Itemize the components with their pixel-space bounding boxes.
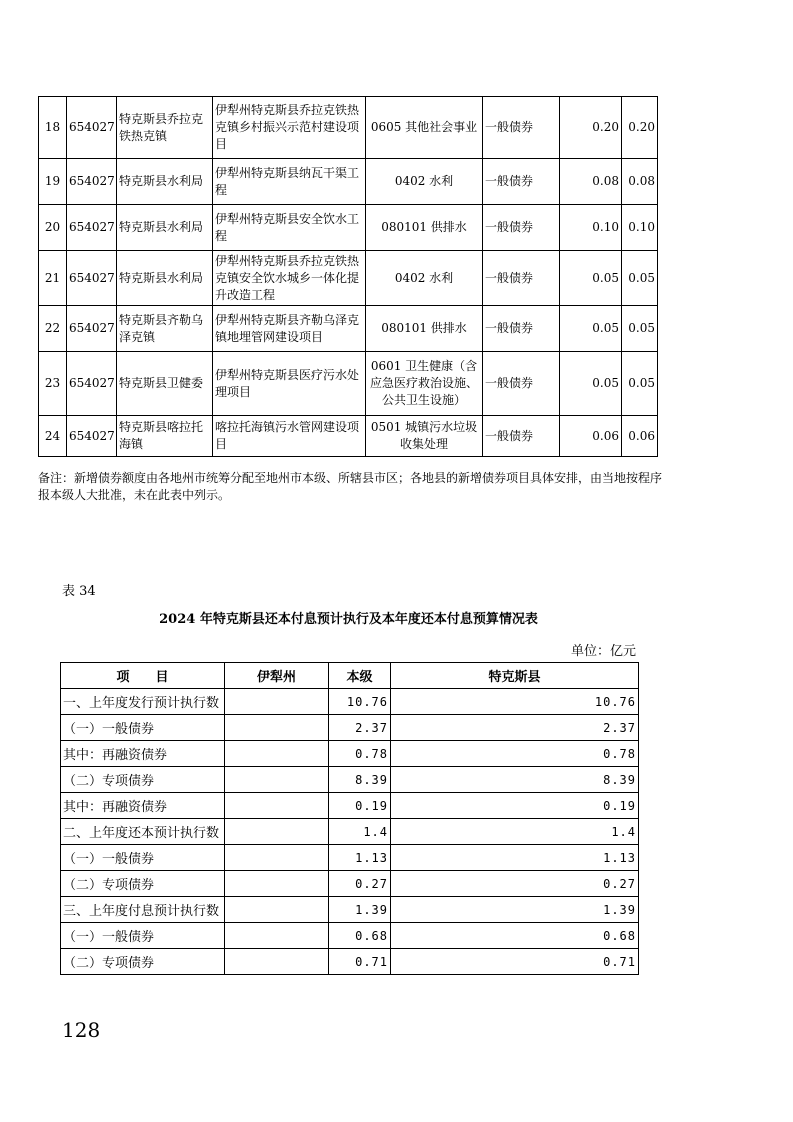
project-name: 伊犁州特克斯县乔拉克铁热克镇安全饮水城乡一体化提升改造工程 — [213, 251, 366, 306]
project-row — [39, 416, 658, 457]
debt-row — [61, 689, 639, 715]
region-code: 654027 — [67, 352, 117, 416]
cell-yili — [225, 871, 329, 897]
table-title: 2024 年特克斯县还本付息预计执行及本年度还本付息预算情况表 — [159, 612, 538, 627]
cell-benji: 0.78 — [329, 741, 391, 767]
cell-yili — [225, 949, 329, 975]
amount-cell: 0.06 — [560, 416, 622, 457]
project-row — [39, 159, 658, 205]
amount-cell: 0.06 — [622, 416, 658, 457]
cell-tekesi: 8.39 — [391, 767, 639, 793]
bond-type: 一般债券 — [483, 159, 560, 205]
header-benji: 本级 — [329, 663, 391, 689]
cell-benji: 0.27 — [329, 871, 391, 897]
cell-yili — [225, 689, 329, 715]
row-item: （一）一般债券 — [61, 715, 225, 741]
cell-tekesi: 0.27 — [391, 871, 639, 897]
page-number: 128 — [62, 1018, 101, 1042]
amount-cell: 0.20 — [560, 97, 622, 159]
project-name: 喀拉托海镇污水管网建设项目 — [213, 416, 366, 457]
bond-type: 一般债券 — [483, 306, 560, 352]
amount-cell: 0.05 — [622, 352, 658, 416]
bond-type: 一般债券 — [483, 352, 560, 416]
project-name: 伊犁州特克斯县齐勒乌泽克镇地埋管网建设项目 — [213, 306, 366, 352]
amount-cell: 0.05 — [622, 306, 658, 352]
project-category: 0605 其他社会事业 — [366, 97, 483, 159]
row-number: 24 — [39, 416, 67, 457]
row-number: 23 — [39, 352, 67, 416]
cell-yili — [225, 923, 329, 949]
row-item: 其中：再融资债券 — [61, 741, 225, 767]
project-row — [39, 205, 658, 251]
row-item: （一）一般债券 — [61, 845, 225, 871]
cell-yili — [225, 715, 329, 741]
unit-name: 特克斯县乔拉克铁热克镇 — [117, 97, 213, 159]
unit-name: 特克斯县水利局 — [117, 205, 213, 251]
project-category: 0601 卫生健康（含应急医疗救治设施、公共卫生设施） — [366, 352, 483, 416]
unit-name: 特克斯县齐勒乌泽克镇 — [117, 306, 213, 352]
cell-benji: 10.76 — [329, 689, 391, 715]
debt-row — [61, 741, 639, 767]
cell-benji: 8.39 — [329, 767, 391, 793]
debt-row — [61, 793, 639, 819]
amount-cell: 0.20 — [622, 97, 658, 159]
region-code: 654027 — [67, 159, 117, 205]
cell-benji: 1.39 — [329, 897, 391, 923]
unit-name: 特克斯县水利局 — [117, 159, 213, 205]
debt-row — [61, 767, 639, 793]
row-item: （二）专项债券 — [61, 871, 225, 897]
cell-tekesi: 1.4 — [391, 819, 639, 845]
amount-cell: 0.05 — [622, 251, 658, 306]
cell-yili — [225, 741, 329, 767]
row-number: 22 — [39, 306, 67, 352]
amount-cell: 0.08 — [622, 159, 658, 205]
debt-row — [61, 845, 639, 871]
header-tekesi: 特克斯县 — [391, 663, 639, 689]
project-category: 0501 城镇污水垃圾收集处理 — [366, 416, 483, 457]
row-item: 一、上年度发行预计执行数 — [61, 689, 225, 715]
project-row — [39, 352, 658, 416]
amount-cell: 0.05 — [560, 352, 622, 416]
amount-cell: 0.05 — [560, 251, 622, 306]
cell-tekesi: 2.37 — [391, 715, 639, 741]
cell-benji: 0.71 — [329, 949, 391, 975]
cell-benji: 2.37 — [329, 715, 391, 741]
row-item: 三、上年度付息预计执行数 — [61, 897, 225, 923]
debt-row — [61, 897, 639, 923]
bond-type: 一般债券 — [483, 205, 560, 251]
header-yili: 伊犁州 — [225, 663, 329, 689]
project-table — [38, 96, 658, 457]
project-category: 080101 供排水 — [366, 306, 483, 352]
unit-label: 单位：亿元 — [570, 644, 636, 659]
debt-row — [61, 715, 639, 741]
row-number: 18 — [39, 97, 67, 159]
cell-tekesi: 0.19 — [391, 793, 639, 819]
project-name: 伊犁州特克斯县安全饮水工程 — [213, 205, 366, 251]
project-row — [39, 251, 658, 306]
project-category: 080101 供排水 — [366, 205, 483, 251]
cell-yili — [225, 793, 329, 819]
row-number: 21 — [39, 251, 67, 306]
debt-row — [61, 871, 639, 897]
region-code: 654027 — [67, 97, 117, 159]
cell-tekesi: 1.39 — [391, 897, 639, 923]
bond-type: 一般债券 — [483, 97, 560, 159]
cell-benji: 1.13 — [329, 845, 391, 871]
cell-tekesi: 10.76 — [391, 689, 639, 715]
amount-cell: 0.10 — [560, 205, 622, 251]
row-item: 其中：再融资债券 — [61, 793, 225, 819]
project-category: 0402 水利 — [366, 159, 483, 205]
amount-cell: 0.05 — [560, 306, 622, 352]
unit-name: 特克斯县喀拉托海镇 — [117, 416, 213, 457]
amount-cell: 0.10 — [622, 205, 658, 251]
project-name: 伊犁州特克斯县乔拉克铁热克镇乡村振兴示范村建设项目 — [213, 97, 366, 159]
unit-name: 特克斯县卫健委 — [117, 352, 213, 416]
debt-table-header — [61, 663, 639, 689]
amount-cell: 0.08 — [560, 159, 622, 205]
cell-tekesi: 0.71 — [391, 949, 639, 975]
bond-type: 一般债券 — [483, 251, 560, 306]
cell-benji: 0.19 — [329, 793, 391, 819]
cell-benji: 1.4 — [329, 819, 391, 845]
region-code: 654027 — [67, 306, 117, 352]
cell-tekesi: 1.13 — [391, 845, 639, 871]
region-code: 654027 — [67, 205, 117, 251]
cell-yili — [225, 845, 329, 871]
cell-yili — [225, 767, 329, 793]
row-number: 20 — [39, 205, 67, 251]
bond-type: 一般债券 — [483, 416, 560, 457]
project-category: 0402 水利 — [366, 251, 483, 306]
table-note: 备注：新增债券额度由各地州市统筹分配至地州市本级、所辖县市区；各地县的新增债券项目具体安排，由当地按程序报本级人大批准，未在此表中列示。 — [38, 471, 663, 502]
debt-table — [60, 662, 639, 975]
row-item: 二、上年度还本预计执行数 — [61, 819, 225, 845]
debt-row — [61, 923, 639, 949]
row-item: （一）一般债券 — [61, 923, 225, 949]
cell-tekesi: 0.68 — [391, 923, 639, 949]
row-item: （二）专项债券 — [61, 767, 225, 793]
project-name: 伊犁州特克斯县纳瓦干渠工程 — [213, 159, 366, 205]
row-item: （二）专项债券 — [61, 949, 225, 975]
debt-row — [61, 949, 639, 975]
cell-yili — [225, 819, 329, 845]
region-code: 654027 — [67, 251, 117, 306]
unit-name: 特克斯县水利局 — [117, 251, 213, 306]
project-row — [39, 97, 658, 159]
debt-row — [61, 819, 639, 845]
project-row — [39, 306, 658, 352]
row-number: 19 — [39, 159, 67, 205]
cell-benji: 0.68 — [329, 923, 391, 949]
cell-tekesi: 0.78 — [391, 741, 639, 767]
cell-yili — [225, 897, 329, 923]
region-code: 654027 — [67, 416, 117, 457]
project-name: 伊犁州特克斯县医疗污水处理项目 — [213, 352, 366, 416]
header-item: 项 目 — [61, 663, 225, 689]
table-number: 表 34 — [62, 584, 96, 599]
